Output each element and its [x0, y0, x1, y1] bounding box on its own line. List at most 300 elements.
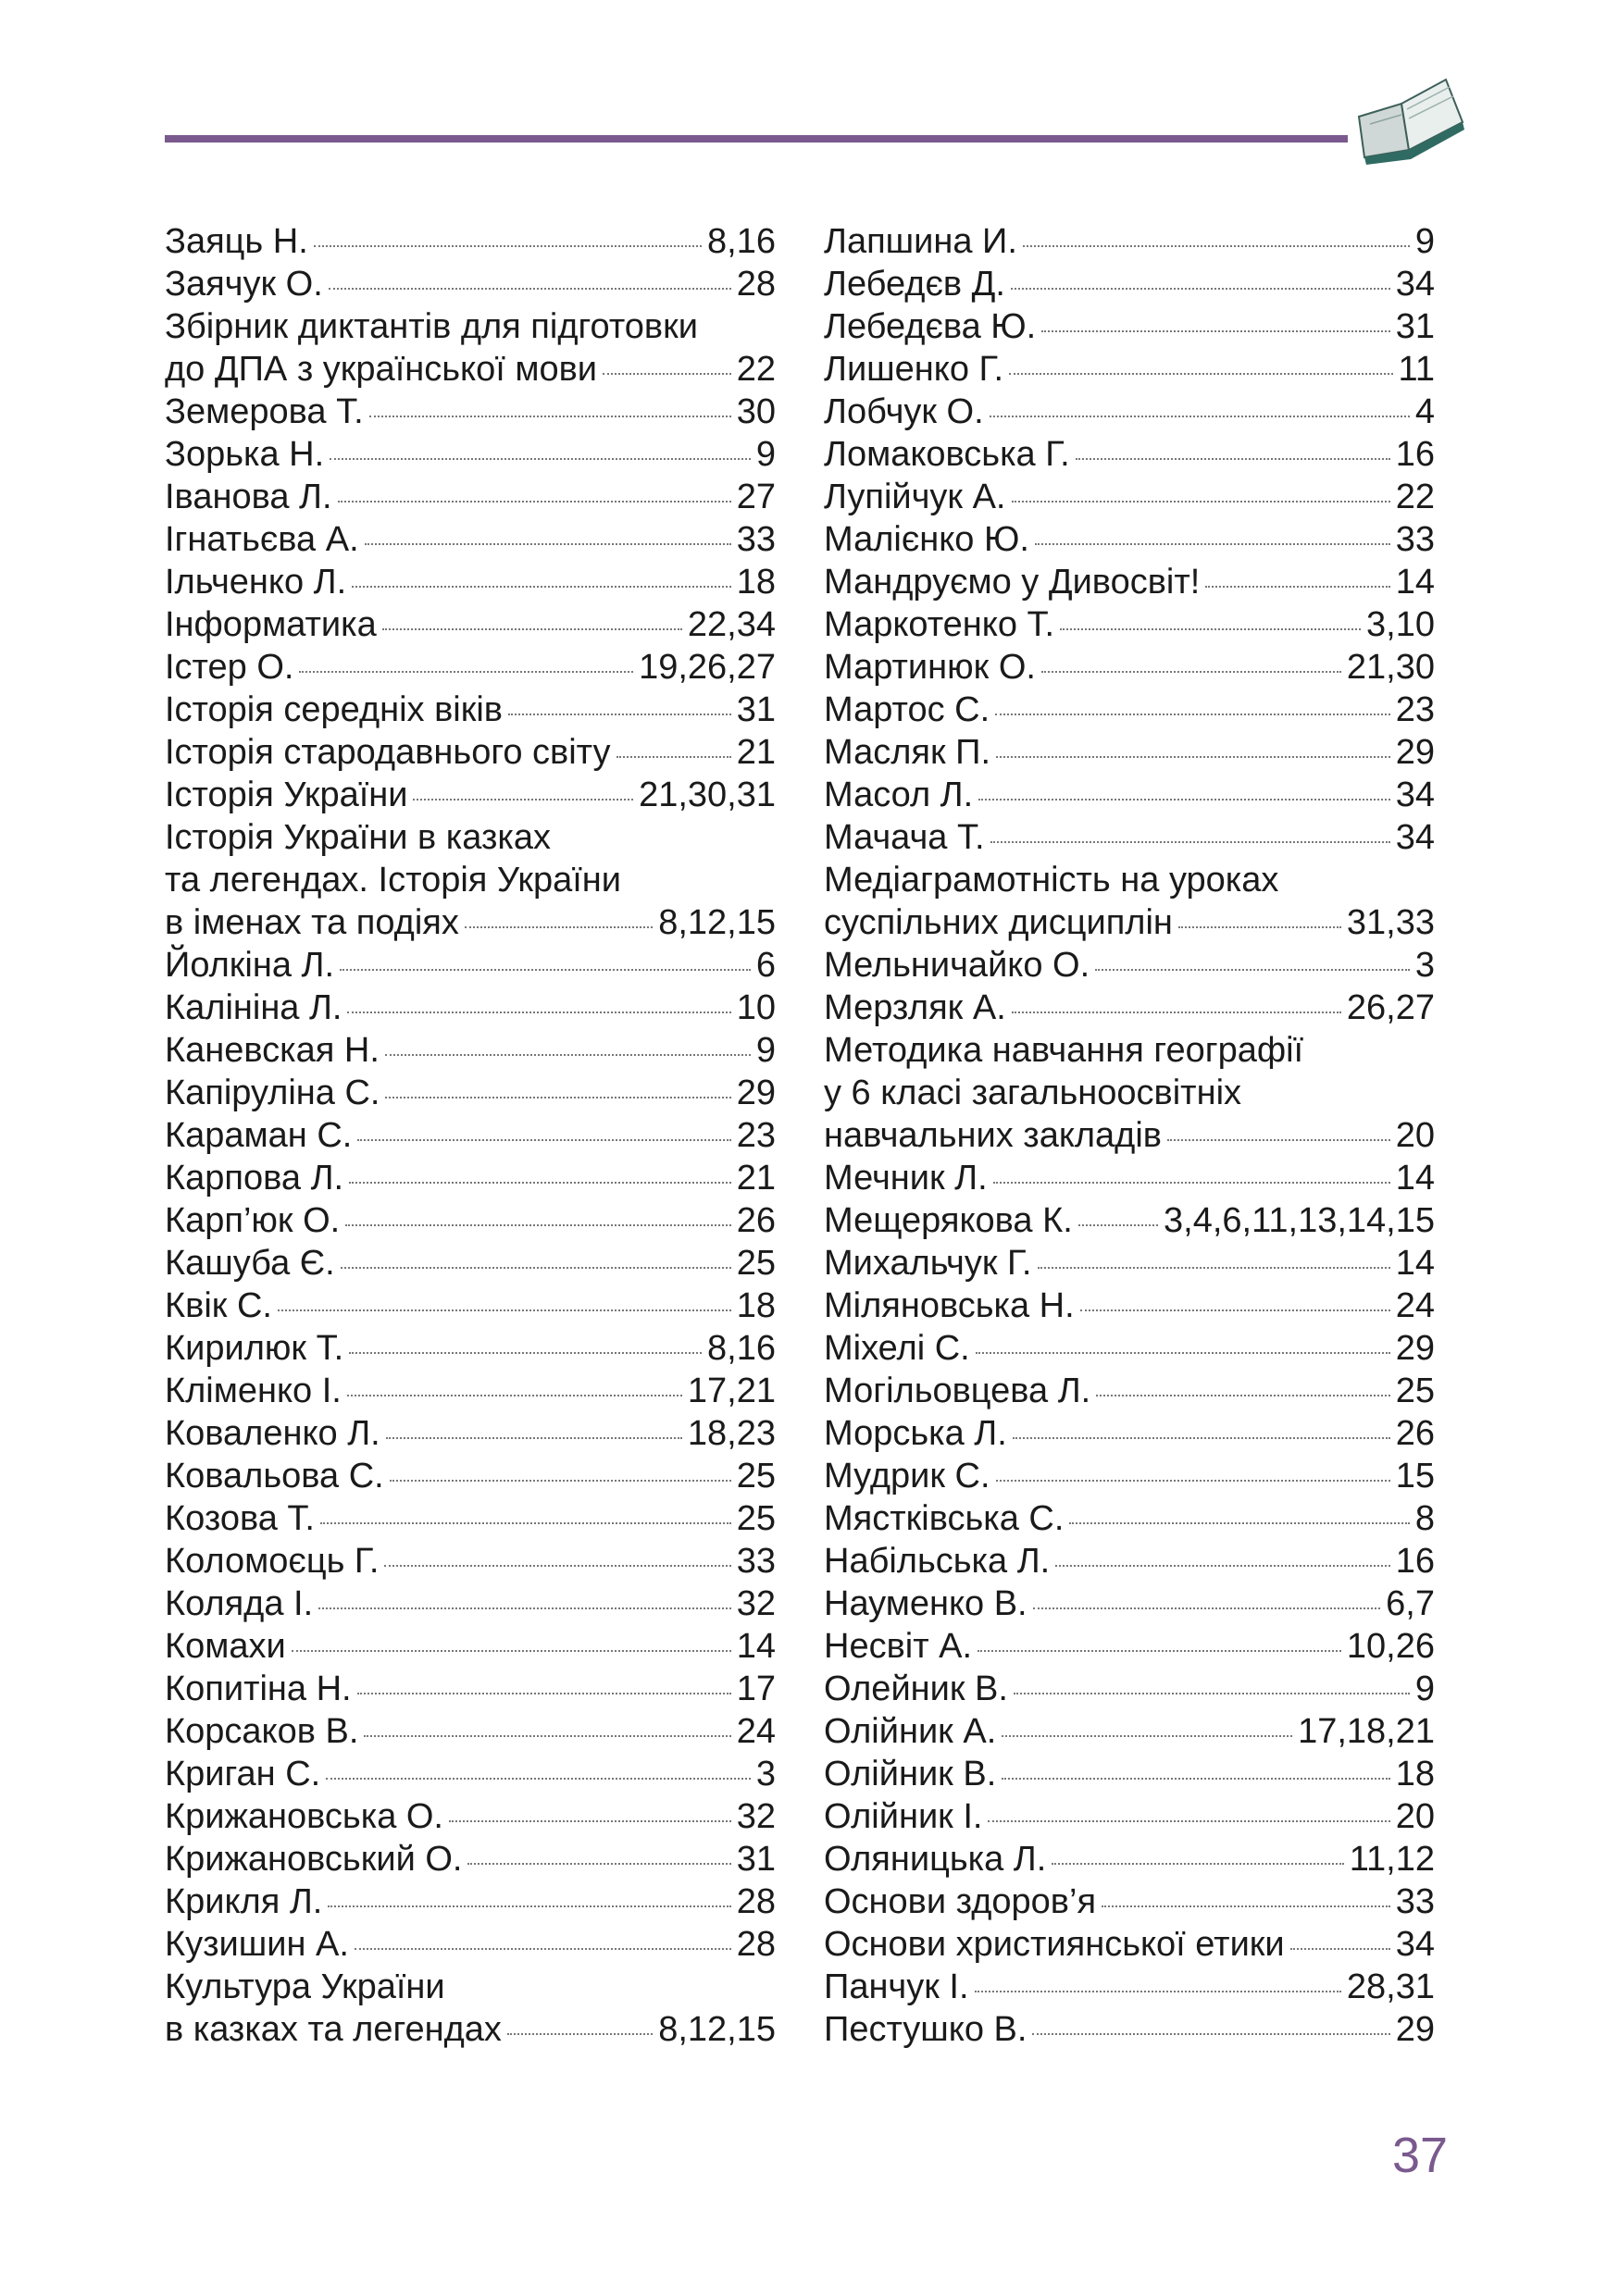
index-entry-line: [824, 1966, 1435, 2008]
index-entry: [824, 1370, 1435, 1412]
index-entry-name: Науменко В.: [824, 1584, 1027, 1623]
index-entry-name: навчальних закладів: [824, 1116, 1162, 1155]
index-entry-name: Історія стародавнього світу: [165, 733, 611, 772]
dot-leader: [1023, 243, 1410, 247]
index-entry-pages: 24: [1395, 1286, 1435, 1325]
dot-leader: [365, 541, 731, 545]
index-entry-line: [824, 1582, 1435, 1625]
index-entry-name: Копитіна Н.: [165, 1669, 352, 1708]
index-entry-name: Масол Л.: [824, 776, 974, 814]
index-entry-name: Заячук О.: [165, 265, 323, 304]
dot-leader: [357, 1691, 731, 1694]
index-entry: [824, 1285, 1435, 1327]
index-entry-name: Крижановська О.: [165, 1797, 443, 1836]
dot-leader: [386, 1435, 682, 1439]
index-entry-name: Мачача Т.: [824, 818, 985, 857]
index-entry-name: Історія середніх віків: [165, 690, 503, 729]
index-entry-pages: 18,23: [687, 1414, 776, 1453]
index-entry-pages: 25: [736, 1244, 776, 1283]
index-entry-pages: 11: [1398, 350, 1435, 389]
dot-leader: [326, 1776, 751, 1780]
index-entry-line: [165, 1710, 776, 1753]
index-entry-line: [165, 944, 776, 987]
index-entry-line: [165, 1625, 776, 1668]
index-entry: [824, 1753, 1435, 1795]
index-entry: [165, 1880, 776, 1923]
index-column-right: [824, 220, 1435, 2051]
index-entry-line: [824, 348, 1435, 391]
index-entry-name: Лебедєва Ю.: [824, 307, 1037, 346]
index-entry-pages: 32: [736, 1584, 776, 1623]
index-entry-line: [165, 774, 776, 816]
index-entry: [824, 689, 1435, 731]
dot-leader: [314, 243, 702, 247]
index-entry-pages: 33: [1395, 1882, 1435, 1921]
index-entry: [165, 1838, 776, 1880]
index-entry: [165, 476, 776, 518]
index-entry: [165, 1710, 776, 1753]
index-entry: [824, 1625, 1435, 1668]
index-entry: [824, 1455, 1435, 1497]
dot-leader: [357, 1137, 730, 1141]
index-entry-line: [824, 1327, 1435, 1370]
index-entry-pages: 19,26,27: [639, 648, 776, 687]
index-entry: [165, 816, 776, 944]
index-entry: [824, 220, 1435, 263]
index-entry-pages: 30: [736, 392, 776, 431]
index-entry-pages: 25: [736, 1499, 776, 1538]
index-entry-pages: 6: [755, 946, 776, 985]
dot-leader: [603, 371, 731, 375]
index-entry-line: [165, 263, 776, 305]
index-entry-pages: 22,34: [687, 605, 776, 644]
index-entry-line: [165, 1753, 776, 1795]
index-entry: [824, 1199, 1435, 1242]
index-entry-title-line: Збірник диктантів для підготовки: [165, 307, 698, 346]
dot-leader: [995, 712, 1390, 715]
dot-leader: [349, 1350, 702, 1354]
index-entry-name: Панчук І.: [824, 1967, 969, 2006]
index-entry-name: Мястківська С.: [824, 1499, 1065, 1538]
index-entry-name: Мудрик С.: [824, 1457, 990, 1496]
index-entry-line: [824, 1497, 1435, 1540]
index-entry: [165, 1582, 776, 1625]
dot-leader: [355, 1946, 731, 1950]
index-entry-name: Олійник І.: [824, 1797, 983, 1836]
header-rule: [165, 135, 1348, 143]
index-entry: [824, 433, 1435, 476]
index-entry-name: Заяць Н.: [165, 222, 308, 261]
index-entry: [824, 305, 1435, 348]
dot-leader: [507, 2031, 653, 2035]
index-entry-pages: 9: [1414, 222, 1435, 261]
index-entry-line: [824, 1242, 1435, 1285]
index-entry-name: Кирилюк Т.: [165, 1329, 344, 1368]
index-entry-pages: 28: [736, 1925, 776, 1964]
index-entry: [165, 1072, 776, 1114]
index-entry-title-line: Історія України в казках: [165, 818, 551, 857]
index-entry: [824, 1923, 1435, 1966]
dot-leader: [990, 414, 1410, 417]
dot-leader: [278, 1308, 731, 1311]
index-entry: [824, 1668, 1435, 1710]
index-entry-pages: 9: [755, 1031, 776, 1070]
dot-leader: [330, 456, 751, 460]
index-entry: [165, 1668, 776, 1710]
index-entry: [165, 1412, 776, 1455]
index-entry-line: [165, 987, 776, 1029]
index-entry-line: [824, 263, 1435, 305]
index-entry-pages: 20: [1395, 1116, 1435, 1155]
index-entry-name: в казках та легендах: [165, 2010, 502, 2049]
dot-leader: [1205, 584, 1389, 588]
index-entry-pages: 22: [1395, 478, 1435, 516]
index-entry-line: [824, 816, 1435, 859]
index-entry-pages: 16: [1395, 435, 1435, 474]
index-entry-line: [165, 2008, 776, 2051]
index-entry-name: Мещерякова К.: [824, 1201, 1073, 1240]
index-entry-pages: 26: [1395, 1414, 1435, 1453]
index-entry: [824, 1582, 1435, 1625]
index-entry: [165, 263, 776, 305]
page-number: 37: [1392, 2128, 1449, 2183]
index-entry-pages: 29: [1395, 1329, 1435, 1368]
index-entry-line: [165, 476, 776, 518]
index-entry-line: [824, 1455, 1435, 1497]
index-entry-pages: 25: [736, 1457, 776, 1496]
index-entry-name: Оляницька Л.: [824, 1840, 1047, 1879]
index-entry-name: Мартинюк О.: [824, 648, 1036, 687]
index-entry-line: [824, 774, 1435, 816]
index-entry: [824, 646, 1435, 689]
index-entry-name: Криган С.: [165, 1755, 321, 1793]
index-entry: [165, 1199, 776, 1242]
index-entry: [824, 1327, 1435, 1370]
dot-leader: [1080, 1308, 1390, 1311]
dot-leader: [341, 1265, 731, 1269]
index-entry: [824, 603, 1435, 646]
index-entry-line: [824, 1540, 1435, 1582]
index-entry-line: [824, 433, 1435, 476]
index-entry: [824, 1710, 1435, 1753]
index-entry-name: Квік С.: [165, 1286, 272, 1325]
dot-leader: [364, 1733, 730, 1737]
dot-leader: [1178, 925, 1341, 928]
index-entry-pages: 15: [1395, 1457, 1435, 1496]
index-entry-name: Пестушко В.: [824, 2010, 1027, 2049]
index-entry-name: Олейник В.: [824, 1669, 1008, 1708]
index-entry-pages: 33: [1395, 520, 1435, 559]
dot-leader: [1012, 1010, 1341, 1013]
dot-leader: [385, 1095, 730, 1098]
index-entry-line: [165, 1795, 776, 1838]
index-entry-line: [824, 1923, 1435, 1966]
index-entry-pages: 18: [736, 563, 776, 602]
index-entry-name: Коломоєць Г.: [165, 1542, 380, 1581]
index-entry-pages: 10,26: [1346, 1627, 1435, 1666]
index-entry-name: Зорька Н.: [165, 435, 325, 474]
index-entry-pages: 28: [736, 1882, 776, 1921]
index-entry-name: Інформатика: [165, 605, 377, 644]
index-entry-name: Масляк П.: [824, 733, 991, 772]
index-entry-pages: 8,12,15: [658, 2010, 776, 2049]
index-entry-name: Лапшина И.: [824, 222, 1017, 261]
index-entry-name: Основи здоров’я: [824, 1882, 1097, 1921]
dot-leader: [320, 1520, 731, 1524]
index-entry-name: Капіруліна С.: [165, 1074, 380, 1112]
index-entry-pages: 8: [1414, 1499, 1435, 1538]
index-entry-line: [824, 731, 1435, 774]
index-entry-name: Маркотенко Т.: [824, 605, 1055, 644]
index-entry: [824, 987, 1435, 1029]
index-entry-line: [824, 305, 1435, 348]
dot-leader: [1096, 1393, 1389, 1396]
dot-leader: [1033, 1606, 1381, 1609]
index-entry: [165, 1029, 776, 1072]
index-entry-name: Міхелі С.: [824, 1329, 970, 1368]
index-entry: [824, 944, 1435, 987]
dot-leader: [978, 1648, 1341, 1652]
dot-leader: [328, 1904, 730, 1907]
dot-leader: [976, 1350, 1390, 1354]
dot-leader: [318, 1606, 731, 1609]
index-entry-line: [824, 603, 1435, 646]
dot-leader: [292, 1648, 731, 1652]
index-entry: [165, 561, 776, 603]
index-entry-line: [824, 1114, 1435, 1157]
dot-leader: [347, 1393, 682, 1396]
index-entry: [824, 518, 1435, 561]
index-entry-line: [165, 220, 776, 263]
index-entry-pages: 21,30,31: [639, 776, 776, 814]
index-entry-pages: 18: [736, 1286, 776, 1325]
dot-leader: [369, 414, 731, 417]
index-entry-name: в іменах та подіях: [165, 903, 459, 942]
index-entry-name: Істер О.: [165, 648, 294, 687]
index-entry-pages: 4: [1414, 392, 1435, 431]
index-entry-line: [165, 1114, 776, 1157]
dot-leader: [1102, 1904, 1390, 1907]
index-entry: [165, 1242, 776, 1285]
index-entry-pages: 3,4,6,11,13,14,15: [1164, 1201, 1435, 1240]
index-entry: [165, 1285, 776, 1327]
dot-leader: [390, 1478, 731, 1482]
index-entry: [165, 1157, 776, 1199]
index-entry: [165, 731, 776, 774]
index-entry: [165, 1753, 776, 1795]
index-entry-line: [824, 476, 1435, 518]
index-entry-line: [165, 1668, 776, 1710]
index-entry-pages: 21,30: [1346, 648, 1435, 687]
index-entry-name: Комахи: [165, 1627, 286, 1666]
index-entry: [165, 1625, 776, 1668]
index-entry-name: Крикля Л.: [165, 1882, 323, 1921]
index-entry: [165, 603, 776, 646]
index-entry-name: Корсаков В.: [165, 1712, 359, 1751]
index-entry-pages: 23: [1395, 690, 1435, 729]
index-entry-name: Мечник Л.: [824, 1159, 988, 1198]
dot-leader: [1011, 286, 1390, 290]
index-entry: [165, 1966, 776, 2051]
index-entry-pages: 8,16: [707, 1329, 776, 1368]
index-entry: [165, 391, 776, 433]
dot-leader: [349, 1180, 731, 1184]
index-entry-pages: 33: [736, 520, 776, 559]
index-entry: [824, 1966, 1435, 2008]
index-entry-name: Мартос С.: [824, 690, 990, 729]
index-entry-line: [824, 1710, 1435, 1753]
dot-leader: [1009, 371, 1393, 375]
dot-leader: [975, 1989, 1341, 1992]
dot-leader: [988, 1818, 1389, 1822]
index-entry-pages: 9: [755, 435, 776, 474]
index-entry: [824, 1838, 1435, 1880]
index-entry-pages: 31: [1395, 307, 1435, 346]
index-entry-pages: 33: [736, 1542, 776, 1581]
dot-leader: [1290, 1946, 1390, 1950]
index-entry-name: Ігнатьєва А.: [165, 520, 359, 559]
dot-leader: [352, 584, 731, 588]
index-entry-pages: 16: [1395, 1542, 1435, 1581]
index-entry: [165, 220, 776, 263]
index-entry-name: Мерзляк А.: [824, 988, 1006, 1027]
index-entry-name: Крижановський О.: [165, 1840, 463, 1879]
index-entry-pages: 31: [736, 1840, 776, 1879]
index-entry-line: [824, 646, 1435, 689]
index-entry-name: до ДПА з української мови: [165, 350, 598, 389]
index-entry-line: [165, 391, 776, 433]
index-entry-line: [165, 1497, 776, 1540]
index-entry-title-line: Методика навчання географії: [824, 1031, 1304, 1070]
index-entry-name: Ковальова С.: [165, 1457, 384, 1496]
index-entry-line: [165, 433, 776, 476]
index-entry-pages: 18: [1395, 1755, 1435, 1793]
index-entry-line: [824, 561, 1435, 603]
dot-leader: [996, 1478, 1390, 1482]
index-entry-pages: 9: [1414, 1669, 1435, 1708]
index-entry-name: Мандруємо у Дивосвіт!: [824, 563, 1201, 602]
index-entry-pages: 6,7: [1386, 1584, 1435, 1623]
index-entry: [165, 1540, 776, 1582]
index-entry: [824, 391, 1435, 433]
open-book-icon: [1350, 72, 1470, 165]
index-entry-pages: 20: [1395, 1797, 1435, 1836]
index-entry-pages: 32: [736, 1797, 776, 1836]
index-entry: [824, 859, 1435, 944]
index-entry-pages: 24: [736, 1712, 776, 1751]
index-entry-name: Несвіт А.: [824, 1627, 973, 1666]
index-entry-line: [165, 1242, 776, 1285]
index-entry: [824, 1880, 1435, 1923]
index-entry-name: Олійник А.: [824, 1712, 997, 1751]
dot-leader: [996, 754, 1390, 758]
index-entry-name: Морська Л.: [824, 1414, 1007, 1453]
index-entry-name: Козова Т.: [165, 1499, 315, 1538]
index-entry-pages: 10: [736, 988, 776, 1027]
index-entry-pages: 34: [1395, 1925, 1435, 1964]
index-entry-name: Кашуба Є.: [165, 1244, 335, 1283]
index-entry: [165, 433, 776, 476]
index-entry-name: Земерова Т.: [165, 392, 364, 431]
index-entry-name: Лебедєв Д.: [824, 265, 1005, 304]
dot-leader: [465, 925, 653, 928]
index-entry-line: [824, 1880, 1435, 1923]
dot-leader: [1032, 2031, 1389, 2035]
dot-leader: [616, 754, 731, 758]
index-entry-name: Караман С.: [165, 1116, 353, 1155]
index-entry-line: [824, 1668, 1435, 1710]
index-entry-pages: 29: [1395, 733, 1435, 772]
index-entry-pages: 3: [1414, 946, 1435, 985]
dot-leader: [1078, 1222, 1158, 1226]
dot-leader: [340, 967, 751, 971]
index-entry-line: [165, 1923, 776, 1966]
index-entry-line: [824, 689, 1435, 731]
index-entry-name: Набільська Л.: [824, 1542, 1051, 1581]
index-entry-name: Лобчук О.: [824, 392, 984, 431]
index-entry-line: [824, 987, 1435, 1029]
index-entry-pages: 34: [1395, 776, 1435, 814]
dot-leader: [1052, 1861, 1343, 1865]
index-entry-pages: 17,18,21: [1298, 1712, 1435, 1751]
index-entry-name: Мельничайко О.: [824, 946, 1090, 985]
index-entry-name: Кліменко І.: [165, 1371, 342, 1410]
index-entry-line: [165, 1455, 776, 1497]
index-entry-pages: 3: [755, 1755, 776, 1793]
index-entry-name: Йолкіна Л.: [165, 946, 335, 985]
dot-leader: [384, 1563, 730, 1567]
index-entry-pages: 31,33: [1346, 903, 1435, 942]
index-entry-title-line: Культура України: [165, 1967, 445, 2006]
index-entry-line: [824, 1838, 1435, 1880]
index-entry: [824, 1157, 1435, 1199]
index-entry-name: Іванова Л.: [165, 478, 332, 516]
index-entry-name: Лишенко Г.: [824, 350, 1004, 389]
index-entry-line: [824, 220, 1435, 263]
index-entry-line: [165, 689, 776, 731]
index-entry-name: Основи християнської етики: [824, 1925, 1285, 1964]
index-entry-line: [824, 1199, 1435, 1242]
index-entry-pages: 14: [1395, 1159, 1435, 1198]
index-entry: [165, 646, 776, 689]
index-entry-name: суспільних дисциплін: [824, 903, 1173, 942]
dot-leader: [1055, 1563, 1390, 1567]
index-entry-line: [165, 1370, 776, 1412]
index-entry-title-line: Медіаграмотність на уроках: [824, 861, 1279, 900]
index-entry-line: [165, 561, 776, 603]
index-entry: [824, 1497, 1435, 1540]
dot-leader: [1035, 541, 1390, 545]
index-entry: [824, 731, 1435, 774]
index-entry-pages: 29: [1395, 2010, 1435, 2049]
dot-leader: [449, 1818, 731, 1822]
index-entry-name: Коваленко Л.: [165, 1414, 380, 1453]
index-entry-pages: 14: [1395, 1244, 1435, 1283]
index-entry: [165, 305, 776, 391]
index-entry-name: Ломаковська Г.: [824, 435, 1070, 474]
dot-leader: [1014, 1691, 1410, 1694]
index-entry-line: [165, 603, 776, 646]
index-entry-name: Михальчук Г.: [824, 1244, 1032, 1283]
dot-leader: [1038, 1265, 1390, 1269]
index-entry-pages: 11,12: [1349, 1840, 1435, 1879]
index-entry-line: [165, 348, 776, 391]
index-entry-line: [165, 1072, 776, 1114]
index-entry-pages: 21: [736, 1159, 776, 1198]
index-entry-line: [165, 1327, 776, 1370]
index-entry-name: Коляда І.: [165, 1584, 314, 1623]
dot-leader: [1002, 1776, 1389, 1780]
